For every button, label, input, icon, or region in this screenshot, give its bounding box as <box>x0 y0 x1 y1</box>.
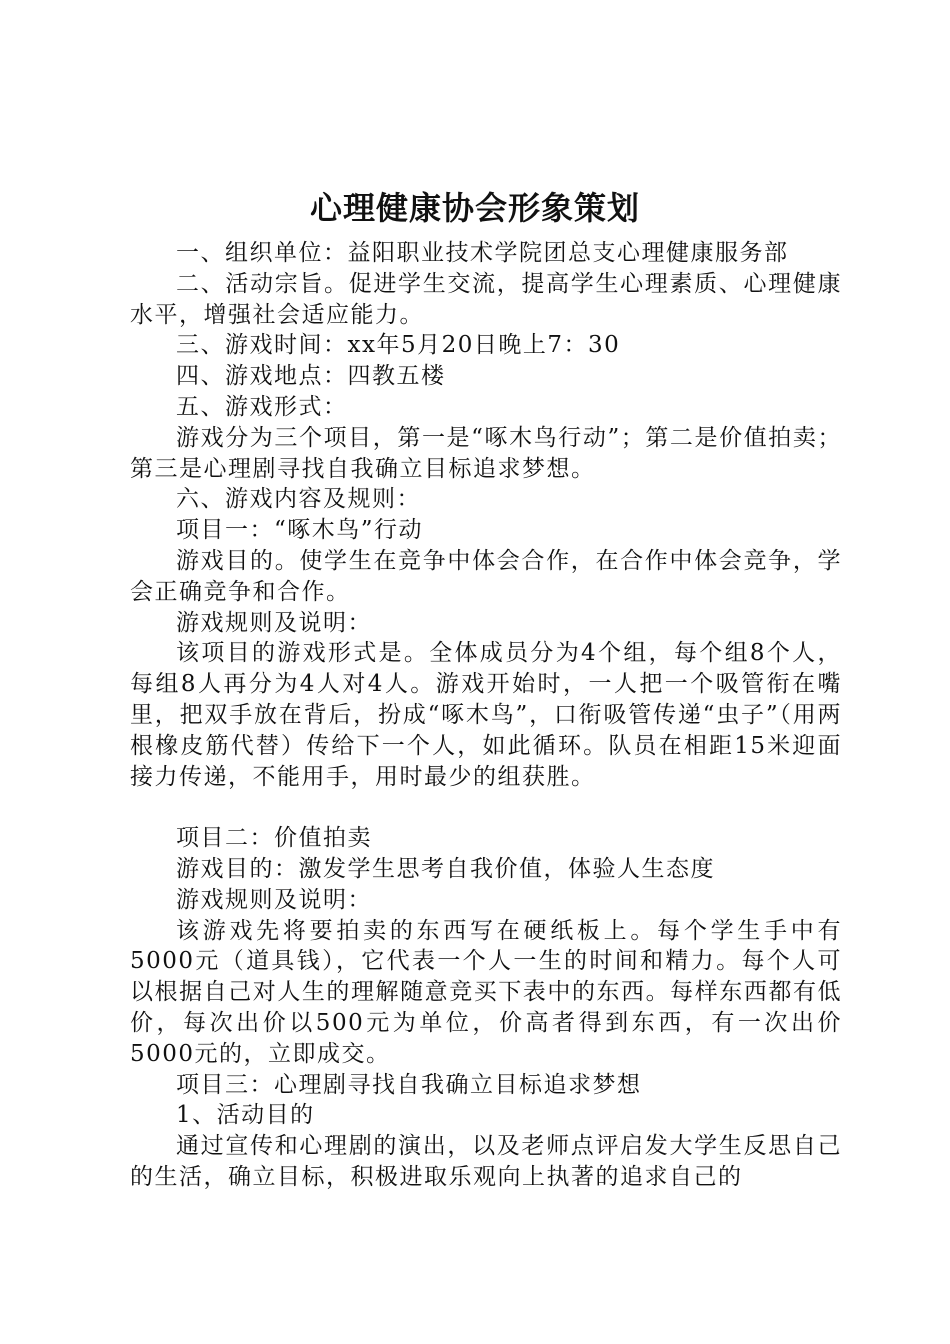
paragraph-location: 四、游戏地点：四教五楼 <box>176 363 446 390</box>
paragraph-rules-heading: 六、游戏内容及规则： <box>176 486 421 513</box>
paragraph-project-one-rules-heading: 游戏规则及说明： <box>176 609 372 636</box>
paragraph-purpose: 二、活动宗旨。促进学生交流，提高学生心理素质、心理健康水平，增强社会适应能力。 <box>130 270 842 328</box>
paragraph-project-one-rules: 该项目的游戏形式是。全体成员分为4个组，每个组8个人，每组8人再分为4人对4人。游戏开始时，一人把一个吸管衔在嘴里，把双手放在背后，扮成“啄木鸟”，口衔吸管传递“虫子”（用两根橡皮筋代替）传给下一个人，如此循环。队员在相距15米迎面接力传递，不能用手，用时最少的组获胜。 <box>130 640 842 790</box>
paragraph-project-two-rules: 该游戏先将要拍卖的东西写在硬纸板上。每个学生手中有5000元（道具钱），它代表一个人一生的时间和精力。每个人可以根据自己对人生的理解随意竞买下表中的东西。每样东西都有低价，每次出价以500元为单位，价高者得到东西，有一次出价5000元的，立即成交。 <box>130 917 842 1067</box>
paragraph-form-heading: 五、游戏形式： <box>176 393 348 420</box>
paragraph-time: 三、游戏时间：xx年5月20日晚上7：30 <box>176 332 621 359</box>
paragraph-organizer: 一、组织单位：益阳职业技术学院团总支心理健康服务部 <box>176 240 789 266</box>
paragraph-activity-goal-heading: 1、活动目的 <box>176 1102 315 1129</box>
paragraph-gap <box>130 792 842 823</box>
paragraph-form-text: 游戏分为三个项目，第一是“啄木鸟行动”；第二是价值拍卖；第三是心理剧寻找自我确立目标追求梦想。 <box>130 424 842 482</box>
document-body <box>130 238 842 1193</box>
paragraph-project-two-goal: 游戏目的：激发学生思考自我价值，体验人生态度 <box>176 855 715 882</box>
paragraph-project-two-rules-heading: 游戏规则及说明： <box>176 886 372 913</box>
paragraph-activity-goal-text: 通过宣传和心理剧的演出，以及老师点评启发大学生反思自己的生活，确立目标，积极进取乐观向上执著的追求自己的 <box>130 1133 842 1190</box>
paragraph-project-one-goal: 游戏目的。使学生在竞争中体会合作，在合作中体会竞争，学会正确竞争和合作。 <box>130 547 842 605</box>
paragraph-project-three-heading: 项目三：心理剧寻找自我确立目标追求梦想 <box>176 1071 642 1098</box>
document-title: 心理健康协会形象策划 <box>309 189 640 227</box>
paragraph-project-one-heading: 项目一：“啄木鸟”行动 <box>176 517 424 544</box>
paragraph-project-two-heading: 项目二：价值拍卖 <box>176 825 372 852</box>
